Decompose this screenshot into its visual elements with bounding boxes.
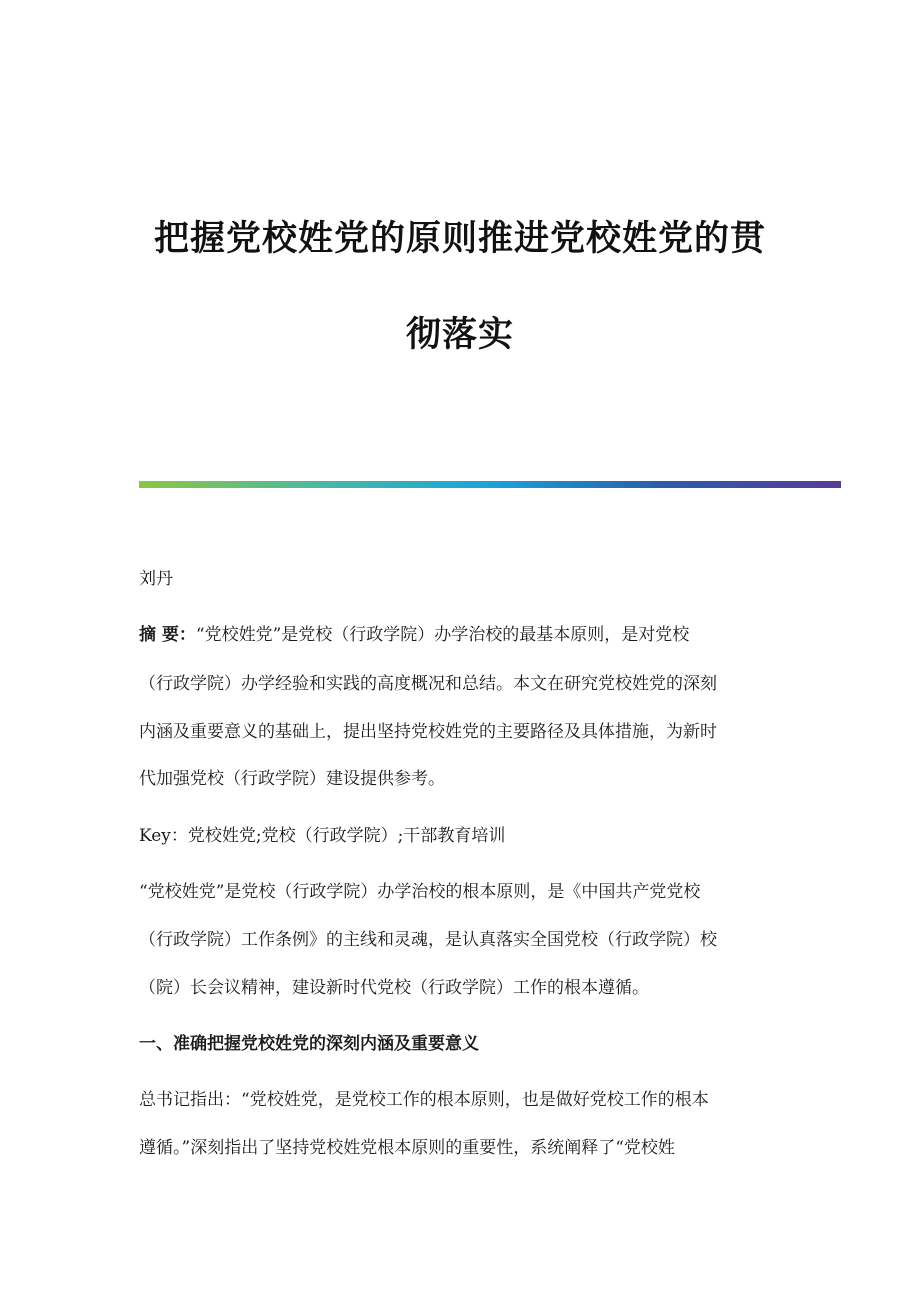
intro-line-3: （院）长会议精神，建设新时代党校（行政学院）工作的根本遵循。 xyxy=(139,978,649,998)
abstract-line-2: （行政学院）办学经验和实践的高度概况和总结。本文在研究党校姓党的深刻 xyxy=(139,674,717,694)
title-line-2: 彻落实 xyxy=(405,315,514,355)
abstract-line-4: 代加强党校（行政学院）建设提供参考。 xyxy=(139,769,445,789)
abstract-line-1 xyxy=(139,627,839,644)
author-name: 刘丹 xyxy=(139,569,173,589)
section-heading: 一、准确把握党校姓党的深刻内涵及重要意义 xyxy=(139,1034,479,1054)
intro-line-1: “党校姓党”是党校（行政学院）办学治校的根本原则，是《中国共产党党校 xyxy=(139,882,701,902)
gradient-divider xyxy=(139,481,841,488)
abstract-line-3: 内涵及重要意义的基础上，提出坚持党校姓党的主要路径及具体措施，为新时 xyxy=(139,722,717,742)
keywords-text: 党校姓党;党校（行政学院）;干部教育培训 xyxy=(187,826,506,846)
keywords-line xyxy=(139,828,839,845)
abstract-text-1: “党校姓党”是党校（行政学院）办学治校的最基本原则，是对党校 xyxy=(195,625,690,645)
abstract-label: 摘 要： xyxy=(139,625,196,645)
title-line-1: 把握党校姓党的原则推进党校姓党的贯 xyxy=(153,219,766,259)
intro-line-2: （行政学院）工作条例》的主线和灵魂，是认真落实全国党校（行政学院）校 xyxy=(139,930,717,950)
section-line-1: 总书记指出：“党校姓党，是党校工作的根本原则，也是做好党校工作的根本 xyxy=(139,1090,709,1110)
keywords-label: Key： xyxy=(139,826,188,846)
section-line-2: 遵循。”深刻指出了坚持党校姓党根本原则的重要性，系统阐释了“党校姓 xyxy=(139,1138,675,1158)
